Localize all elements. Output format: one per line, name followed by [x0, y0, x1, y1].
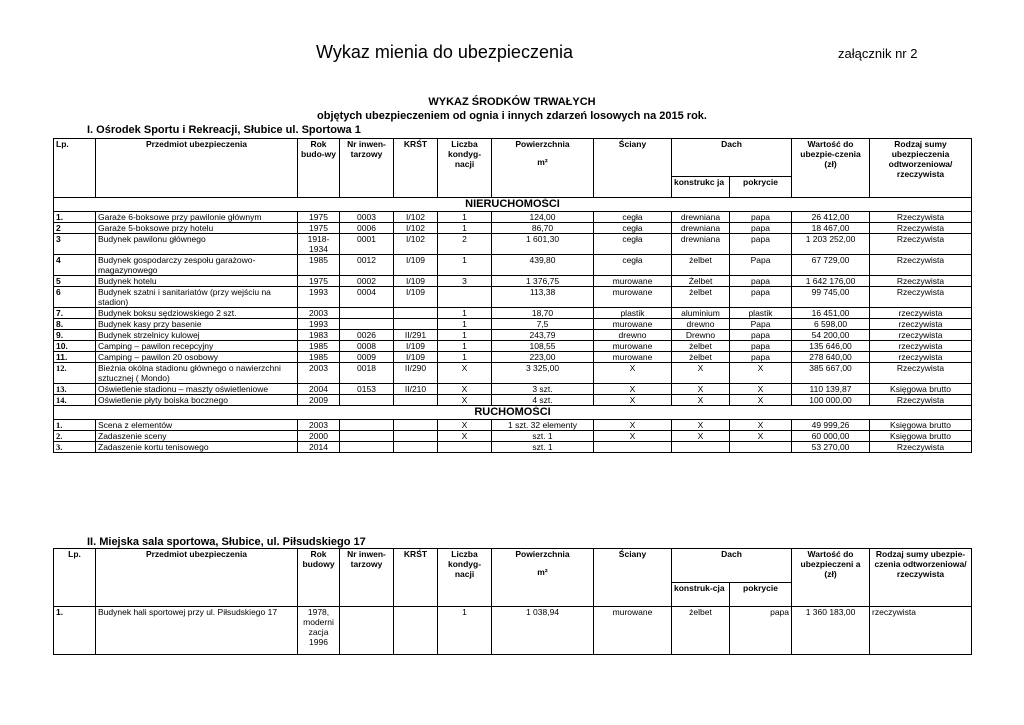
- cell-krst: [394, 319, 438, 330]
- table-row: [54, 431, 972, 442]
- cell-lp: 10.: [54, 341, 96, 352]
- cell-walls: X: [594, 420, 672, 431]
- table-row: [54, 607, 972, 655]
- cell-sum-type: Rzeczywista: [870, 223, 972, 234]
- cell-lp: 11.: [54, 352, 96, 363]
- category-movables: RUCHOMOŚCI: [54, 406, 972, 420]
- cell-year: 1985: [298, 341, 340, 352]
- col-lp: Lp.: [54, 549, 96, 607]
- cell-item: Budynek gospodarczy zespołu garażowo-magazynowego: [96, 255, 298, 276]
- cell-lp: 9.: [54, 330, 96, 341]
- cell-inventory: [340, 395, 394, 406]
- cell-value: 67 729,00: [792, 255, 870, 276]
- table-row: [54, 352, 972, 363]
- cell-floors: 1: [438, 212, 492, 223]
- cell-roof-construction: X: [672, 395, 730, 406]
- col-value: Wartość do ubezpie-czenia (zł): [792, 139, 870, 198]
- cell-roof-construction: żelbet: [672, 287, 730, 308]
- cell-roof-construction: żelbet: [672, 341, 730, 352]
- cell-roof-covering: [730, 442, 792, 453]
- cell-roof-covering: X: [730, 384, 792, 395]
- cell-item: Oświetlenie stadionu – maszty oświetleniowe: [96, 384, 298, 395]
- col-value: Wartość do ubezpieczeni a (zł): [792, 549, 870, 607]
- cell-roof-covering: plastik: [730, 308, 792, 319]
- col-walls: Ściany: [594, 549, 672, 607]
- cell-sum-type: Rzeczywista: [870, 395, 972, 406]
- cell-year: 2003: [298, 420, 340, 431]
- cell-floors: 1: [438, 223, 492, 234]
- col-year: Rok budowy: [298, 549, 340, 607]
- cell-value: 1 360 183,00: [792, 607, 870, 655]
- cell-area: 86,70: [492, 223, 594, 234]
- cell-krst: I/102: [394, 234, 438, 255]
- cell-floors: [438, 442, 492, 453]
- cell-walls: murowane: [594, 287, 672, 308]
- cell-value: 49 999,26: [792, 420, 870, 431]
- cell-year: 1918-1934: [298, 234, 340, 255]
- cell-year: 2003: [298, 308, 340, 319]
- cell-roof-covering: papa: [730, 287, 792, 308]
- cell-walls: murowane: [594, 276, 672, 287]
- cell-item: Camping – pawilon 20 osobowy: [96, 352, 298, 363]
- table-row: [54, 212, 972, 223]
- cell-lp: 6: [54, 287, 96, 308]
- cell-area: 124,00: [492, 212, 594, 223]
- cell-item: Budynek hotelu: [96, 276, 298, 287]
- cell-value: 1 203 252,00: [792, 234, 870, 255]
- cell-floors: X: [438, 420, 492, 431]
- cell-inventory: [340, 442, 394, 453]
- cell-area: 4 szt.: [492, 395, 594, 406]
- col-roof-covering: pokrycie: [730, 177, 792, 198]
- cell-roof-construction: żelbet: [672, 352, 730, 363]
- cell-sum-type: Rzeczywista: [870, 255, 972, 276]
- cell-krst: [394, 308, 438, 319]
- cell-walls: plastik: [594, 308, 672, 319]
- cell-walls: murowane: [594, 319, 672, 330]
- cell-sum-type: rzeczywista: [870, 330, 972, 341]
- cell-krst: I/109: [394, 352, 438, 363]
- cell-area: 1 038,94: [492, 607, 594, 655]
- col-roof-construction: konstrukc ja: [672, 177, 730, 198]
- cell-krst: I/102: [394, 223, 438, 234]
- cell-lp: 13.: [54, 384, 96, 395]
- cell-value: 278 640,00: [792, 352, 870, 363]
- table-row: [54, 420, 972, 431]
- cell-lp: 3.: [54, 442, 96, 453]
- cell-roof-covering: X: [730, 363, 792, 384]
- cell-roof-construction: X: [672, 420, 730, 431]
- cell-walls: cegła: [594, 234, 672, 255]
- cell-walls: X: [594, 363, 672, 384]
- table-row: [54, 341, 972, 352]
- cell-walls: [594, 442, 672, 453]
- category-row: [54, 406, 972, 420]
- col-item: Przedmiot ubezpieczenia: [96, 139, 298, 198]
- cell-value: 26 412,00: [792, 212, 870, 223]
- cell-value: 16 451,00: [792, 308, 870, 319]
- cell-floors: X: [438, 363, 492, 384]
- cell-item: Scena z elementów: [96, 420, 298, 431]
- cell-year: 2004: [298, 384, 340, 395]
- cell-walls: cegła: [594, 223, 672, 234]
- cell-krst: [394, 395, 438, 406]
- cell-krst: [394, 607, 438, 655]
- cell-walls: murowane: [594, 352, 672, 363]
- cell-year: 1978, moderni zacja 1996: [298, 607, 340, 655]
- cell-item: Garaże 6-boksowe przy pawilonie głównym: [96, 212, 298, 223]
- cell-krst: I/109: [394, 287, 438, 308]
- table-row: [54, 384, 972, 395]
- cell-roof-construction: X: [672, 363, 730, 384]
- cell-area: szt. 1: [492, 442, 594, 453]
- cell-inventory: [340, 431, 394, 442]
- cell-year: 2003: [298, 363, 340, 384]
- cell-lp: 1.: [54, 420, 96, 431]
- cell-roof-covering: Papa: [730, 255, 792, 276]
- col-area: [492, 139, 594, 198]
- document-title: Wykaz mienia do ubezpieczenia: [316, 42, 573, 62]
- cell-area: 243,79: [492, 330, 594, 341]
- cell-inventory: 0018: [340, 363, 394, 384]
- table-row: [54, 276, 972, 287]
- cell-area: 1 376,75: [492, 276, 594, 287]
- col-area-unit: m²: [537, 157, 548, 167]
- cell-item: Zadaszenie kortu tenisowego: [96, 442, 298, 453]
- cell-roof-construction: żelbet: [672, 255, 730, 276]
- cell-krst: II/210: [394, 384, 438, 395]
- cell-floors: X: [438, 395, 492, 406]
- cell-walls: murowane: [594, 341, 672, 352]
- cell-walls: cegła: [594, 212, 672, 223]
- cell-value: 18 467,00: [792, 223, 870, 234]
- cell-value: 99 745,00: [792, 287, 870, 308]
- cell-item: Camping – pawilon recepcyjny: [96, 341, 298, 352]
- col-inventory: Nr inwen-tarzowy: [340, 549, 394, 607]
- cell-roof-construction: drewniana: [672, 223, 730, 234]
- cell-value: 385 667,00: [792, 363, 870, 384]
- cell-sum-type: Rzeczywista: [870, 276, 972, 287]
- col-year: Rok budo-wy: [298, 139, 340, 198]
- cell-item: Budynek kasy przy basenie: [96, 319, 298, 330]
- list-subheading: objętych ubezpieczeniem od ognia i innych zdarzeń losowych na 2015 rok.: [317, 110, 707, 122]
- cell-roof-covering: papa: [730, 330, 792, 341]
- cell-lp: 4: [54, 255, 96, 276]
- cell-value: 53 270,00: [792, 442, 870, 453]
- col-item: Przedmiot ubezpieczenia: [96, 549, 298, 607]
- cell-area: 1 szt. 32 elementy: [492, 420, 594, 431]
- cell-roof-construction: X: [672, 384, 730, 395]
- cell-roof-construction: drewno: [672, 319, 730, 330]
- cell-item: Zadaszenie sceny: [96, 431, 298, 442]
- cell-area: 3 szt.: [492, 384, 594, 395]
- cell-area: 1 601,30: [492, 234, 594, 255]
- cell-area: 113,38: [492, 287, 594, 308]
- col-roof: Dach: [672, 549, 792, 583]
- cell-lp: 12.: [54, 363, 96, 384]
- cell-sum-type: rzeczywista: [870, 352, 972, 363]
- cell-roof-covering: X: [730, 431, 792, 442]
- cell-lp: 3: [54, 234, 96, 255]
- col-krst: KRŚT: [394, 549, 438, 607]
- cell-sum-type: rzeczywista: [870, 308, 972, 319]
- col-sum-type: Rodzaj sumy ubezpieczenia odtworzeniowa/ rzeczywista: [870, 139, 972, 198]
- cell-inventory: 0009: [340, 352, 394, 363]
- cell-walls: cegła: [594, 255, 672, 276]
- cell-floors: 1: [438, 319, 492, 330]
- cell-sum-type: Księgowa brutto: [870, 384, 972, 395]
- cell-value: 60 000,00: [792, 431, 870, 442]
- cell-inventory: [340, 308, 394, 319]
- cell-inventory: 0006: [340, 223, 394, 234]
- cell-roof-covering: X: [730, 420, 792, 431]
- cell-inventory: 0003: [340, 212, 394, 223]
- cell-floors: 2: [438, 234, 492, 255]
- cell-roof-covering: papa: [730, 223, 792, 234]
- col-roof-covering: pokrycie: [730, 583, 792, 607]
- cell-inventory: 0001: [340, 234, 394, 255]
- col-area: [492, 549, 594, 607]
- cell-roof-covering: X: [730, 395, 792, 406]
- cell-year: 1985: [298, 255, 340, 276]
- cell-sum-type: rzeczywista: [870, 319, 972, 330]
- cell-roof-construction: Drewno: [672, 330, 730, 341]
- cell-walls: X: [594, 384, 672, 395]
- cell-krst: [394, 431, 438, 442]
- cell-area: 18,70: [492, 308, 594, 319]
- cell-floors: X: [438, 384, 492, 395]
- cell-walls: murowane: [594, 607, 672, 655]
- cell-year: 1993: [298, 287, 340, 308]
- table-row: [54, 330, 972, 341]
- cell-walls: X: [594, 395, 672, 406]
- category-real-estate: NIERUCHOMOŚCI: [54, 198, 972, 212]
- cell-floors: 1: [438, 352, 492, 363]
- cell-year: 2000: [298, 431, 340, 442]
- cell-roof-covering: papa: [730, 341, 792, 352]
- cell-floors: 3: [438, 276, 492, 287]
- cell-year: 1985: [298, 352, 340, 363]
- cell-krst: [394, 420, 438, 431]
- cell-inventory: [340, 420, 394, 431]
- table-row: [54, 395, 972, 406]
- cell-krst: I/109: [394, 255, 438, 276]
- assets-table-hall: [53, 548, 972, 655]
- col-krst: KRŚT: [394, 139, 438, 198]
- cell-krst: II/291: [394, 330, 438, 341]
- cell-year: 1983: [298, 330, 340, 341]
- cell-area: 223,00: [492, 352, 594, 363]
- cell-sum-type: Rzeczywista: [870, 212, 972, 223]
- cell-area: szt. 1: [492, 431, 594, 442]
- cell-krst: I/102: [394, 212, 438, 223]
- cell-sum-type: Rzeczywista: [870, 442, 972, 453]
- cell-walls: drewno: [594, 330, 672, 341]
- table-row: [54, 363, 972, 384]
- cell-roof-construction: aluminium: [672, 308, 730, 319]
- cell-roof-covering: papa: [730, 352, 792, 363]
- cell-krst: I/109: [394, 276, 438, 287]
- cell-inventory: 0026: [340, 330, 394, 341]
- cell-inventory: 0012: [340, 255, 394, 276]
- col-floors: Liczba kondyg-nacji: [438, 139, 492, 198]
- cell-area: 108,55: [492, 341, 594, 352]
- cell-inventory: 0008: [340, 341, 394, 352]
- cell-sum-type: Rzeczywista: [870, 287, 972, 308]
- cell-sum-type: rzeczywista: [870, 341, 972, 352]
- cell-roof-construction: żelbet: [672, 607, 730, 655]
- col-area-label: Powierzchnia: [515, 549, 570, 559]
- cell-area: 3 325,00: [492, 363, 594, 384]
- cell-roof-covering: papa: [730, 212, 792, 223]
- cell-item: Garaże 5-boksowe przy hotelu: [96, 223, 298, 234]
- cell-year: 1975: [298, 276, 340, 287]
- col-roof-construction: konstruk-cja: [672, 583, 730, 607]
- table-row: [54, 223, 972, 234]
- cell-roof-covering: papa: [730, 234, 792, 255]
- cell-item: Bieżnia okólna stadionu głównego o nawierzchni sztucznej ( Mondo): [96, 363, 298, 384]
- cell-lp: 1.: [54, 607, 96, 655]
- col-sum-type: Rodzaj sumy ubezpie-czenia odtworzeniowa/ rzeczywista: [870, 549, 972, 607]
- table-row: [54, 255, 972, 276]
- cell-value: 135 646,00: [792, 341, 870, 352]
- cell-krst: [394, 442, 438, 453]
- cell-area: 439,80: [492, 255, 594, 276]
- cell-floors: 1: [438, 308, 492, 319]
- cell-item: Oświetlenie płyty boiska bocznego: [96, 395, 298, 406]
- category-row: [54, 198, 972, 212]
- cell-lp: 5: [54, 276, 96, 287]
- col-area-unit: m²: [537, 567, 548, 577]
- cell-floors: 1: [438, 607, 492, 655]
- table-row: [54, 308, 972, 319]
- col-lp: Lp.: [54, 139, 96, 198]
- cell-krst: I/109: [394, 341, 438, 352]
- cell-item: Budynek boksu sędziowskiego 2 szt.: [96, 308, 298, 319]
- cell-sum-type: Księgowa brutto: [870, 420, 972, 431]
- cell-item: Budynek szatni i sanitariatów (przy wejściu na stadion): [96, 287, 298, 308]
- cell-sum-type: Rzeczywista: [870, 234, 972, 255]
- cell-value: 54 200,00: [792, 330, 870, 341]
- cell-value: 6 598,00: [792, 319, 870, 330]
- list-heading: WYKAZ ŚRODKÓW TRWAŁYCH: [428, 96, 596, 108]
- cell-roof-covering: papa: [730, 607, 792, 655]
- col-roof: Dach: [672, 139, 792, 177]
- cell-floors: 1: [438, 341, 492, 352]
- cell-inventory: 0153: [340, 384, 394, 395]
- cell-area: 7,5: [492, 319, 594, 330]
- cell-value: 110 139,87: [792, 384, 870, 395]
- cell-year: 2014: [298, 442, 340, 453]
- cell-floors: 1: [438, 330, 492, 341]
- cell-floors: 1: [438, 255, 492, 276]
- cell-krst: II/290: [394, 363, 438, 384]
- cell-sum-type: rzeczywista: [870, 607, 972, 655]
- cell-year: 1993: [298, 319, 340, 330]
- cell-year: 2009: [298, 395, 340, 406]
- cell-sum-type: Rzeczywista: [870, 363, 972, 384]
- cell-item: Budynek hali sportowej przy ul. Piłsudskiego 17: [96, 607, 298, 655]
- table-row: [54, 442, 972, 453]
- cell-sum-type: Księgowa brutto: [870, 431, 972, 442]
- cell-lp: 14.: [54, 395, 96, 406]
- table-row: [54, 319, 972, 330]
- cell-inventory: [340, 607, 394, 655]
- col-area-label: Powierzchnia: [515, 139, 570, 149]
- cell-value: 1 642 176,00: [792, 276, 870, 287]
- col-walls: Ściany: [594, 139, 672, 198]
- cell-inventory: 0002: [340, 276, 394, 287]
- cell-roof-construction: drewniana: [672, 234, 730, 255]
- cell-roof-construction: drewniana: [672, 212, 730, 223]
- cell-roof-covering: papa: [730, 276, 792, 287]
- cell-year: 1975: [298, 223, 340, 234]
- cell-lp: 8.: [54, 319, 96, 330]
- col-floors: Liczba kondyg-nacji: [438, 549, 492, 607]
- cell-inventory: [340, 319, 394, 330]
- assets-table-osir: [53, 138, 972, 453]
- cell-walls: X: [594, 431, 672, 442]
- cell-value: 100 000,00: [792, 395, 870, 406]
- cell-lp: 7.: [54, 308, 96, 319]
- table-row: [54, 234, 972, 255]
- cell-lp: 2: [54, 223, 96, 234]
- col-inventory: Nr inwen-tarzowy: [340, 139, 394, 198]
- cell-inventory: 0004: [340, 287, 394, 308]
- cell-lp: 2.: [54, 431, 96, 442]
- cell-roof-construction: X: [672, 431, 730, 442]
- section1-title: I. Ośrodek Sportu i Rekreacji, Słubice ul. Sportowa 1: [87, 124, 361, 136]
- cell-roof-construction: [672, 442, 730, 453]
- cell-year: 1975: [298, 212, 340, 223]
- cell-roof-construction: Żelbet: [672, 276, 730, 287]
- annex-label: załącznik nr 2: [838, 46, 918, 61]
- section2-title: II. Miejska sala sportowa, Słubice, ul. Piłsudskiego 17: [87, 536, 366, 548]
- cell-item: Budynek pawilonu głównego: [96, 234, 298, 255]
- cell-roof-covering: Papa: [730, 319, 792, 330]
- table-row: [54, 287, 972, 308]
- cell-floors: [438, 287, 492, 308]
- cell-item: Budynek strzelnicy kulowej: [96, 330, 298, 341]
- cell-lp: 1.: [54, 212, 96, 223]
- cell-floors: X: [438, 431, 492, 442]
